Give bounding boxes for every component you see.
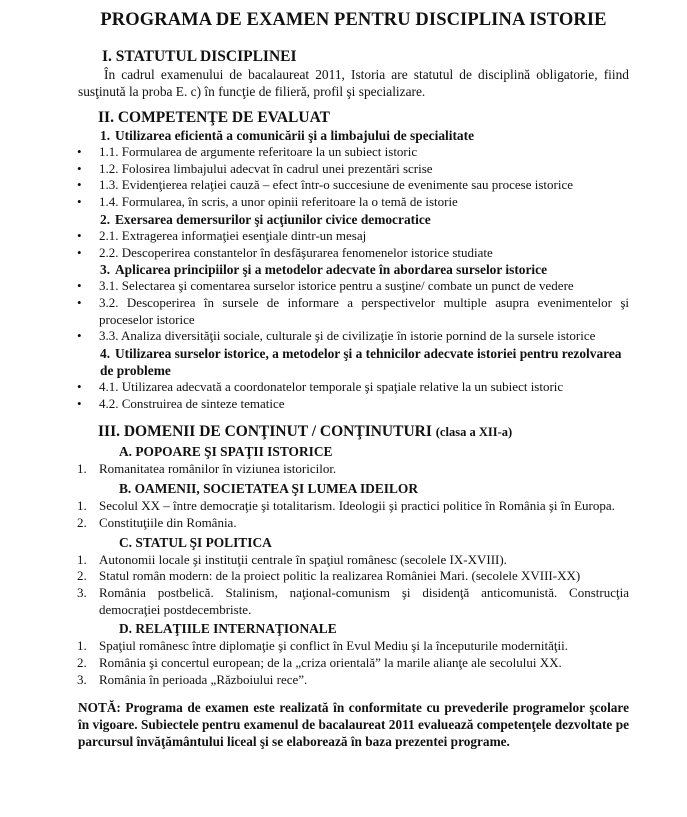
- competence-list: [78, 278, 629, 345]
- competence-group-label: Utilizarea eficientă a comunicării şi a limbajului de specialitate: [115, 128, 475, 143]
- competence-group-number: 3.: [100, 262, 111, 278]
- content-list: [78, 498, 629, 531]
- content-category-title: A. POPOARE ŞI SPAŢII ISTORICE: [119, 444, 333, 460]
- content-item-number: 1.: [77, 638, 87, 654]
- content-item-number: 3.: [77, 584, 87, 600]
- section-heading-continuturi-note: (clasa a XII-a): [435, 425, 513, 440]
- competence-group-number: 2.: [100, 211, 111, 227]
- content-category-title: C. STATUL ŞI POLITICA: [119, 534, 272, 550]
- competence-item: • 3.1. Selectarea şi comentarea surselor istorice pentru a susţine/ combate un punct de vedere: [78, 278, 629, 295]
- competence-group-number: 4.: [100, 346, 111, 362]
- content-list: [78, 552, 629, 619]
- competence-item: • 2.1. Extragerea informaţiei esenţiale dintr-un mesaj: [78, 228, 629, 245]
- competence-item: • 1.1. Formularea de argumente referitoare la un subiect istoric: [78, 144, 629, 161]
- content-category-title: D. RELAŢIILE INTERNAŢIONALE: [119, 621, 337, 637]
- content-item-text: Statul român modern: de la proiect politic la realizarea României Mari. (secolele XVIII-XX): [99, 568, 581, 584]
- nota-paragraph: NOTĂ: Programa de examen este realizată în conformitate cu prevederile programelor şcolare în vigoare. Subiectele pentru examenul de bacalaureat 2011 evaluează competenţele dezvoltate pe parcursul învăţământului liceal şi se elaborează în baza prezentei programe.: [78, 700, 629, 750]
- competence-list: [78, 144, 629, 211]
- competence-item: • 4.2. Construirea de sinteze tematice: [78, 396, 629, 413]
- competence-list: [78, 379, 629, 412]
- competence-group-label: Exersarea demersurilor şi acţiunilor civice democratice: [115, 211, 431, 227]
- content-item: [78, 672, 629, 689]
- competence-group-label: Aplicarea principiilor şi a metodelor adecvate în abordarea surselor istorice: [115, 262, 548, 278]
- competence-group-label: Utilizarea surselor istorice, a metodelor şi a tehnicilor adecvate istoriei pentru rezolvarea de probleme: [100, 346, 622, 379]
- content-item-number: 2.: [77, 568, 87, 584]
- content-item: [78, 638, 629, 655]
- content-item-number: 3.: [77, 671, 87, 687]
- content-list: [78, 461, 629, 478]
- content-item-number: 2.: [77, 655, 87, 671]
- content-item: [78, 498, 629, 515]
- competence-item: • 4.1. Utilizarea adecvată a coordonatelor temporale şi spaţiale relative la un subiect istoric: [78, 379, 629, 396]
- content-item-number: 1.: [77, 461, 87, 477]
- continuturi-list: [78, 443, 629, 688]
- competence-item: • 3.2. Descoperirea în sursele de informare a perspectivelor multiple asupra evenimentelor şi proceselor istorice: [78, 295, 629, 328]
- content-item: [78, 552, 629, 569]
- competence-item: • 1.3. Evidenţierea relaţiei cauză – efect într-o succesiune de evenimente sau procese istorice: [78, 177, 629, 194]
- competente-list: [78, 127, 629, 412]
- content-item: [78, 461, 629, 478]
- section-heading-continuturi: [98, 423, 629, 441]
- competence-item: • 3.3. Analiza diversităţii sociale, culturale şi de civilizaţie în istorie pornind de la sursele istorice: [78, 328, 629, 345]
- content-item: [78, 585, 629, 618]
- content-item-number: 1.: [77, 498, 87, 514]
- content-item-number: 1.: [77, 551, 87, 567]
- competence-item: • 2.2. Descoperirea constantelor în desfăşurarea fenomenelor istorice studiate: [78, 245, 629, 262]
- content-item-text: Secolul XX – între democraţie şi totalitarism. Ideologii şi practici politice în România şi în Europa.: [99, 498, 615, 514]
- content-item-text: Constituţiile din România.: [99, 514, 237, 530]
- content-item-text: Romanitatea românilor în viziunea istoricilor.: [99, 461, 337, 477]
- content-item-text: România şi concertul european; de la „criza orientală” la marile alianţe ale secolului XX.: [99, 655, 562, 671]
- content-item-text: Spaţiul românesc între diplomaţie şi conflict în Evul Mediu şi la începuturile modernităţii.: [99, 638, 568, 654]
- content-list: [78, 638, 629, 688]
- content-item-number: 2.: [77, 514, 87, 530]
- section-paragraph-statut: În cadrul examenului de bacalaureat 2011, Istoria are statutul de disciplină obligatorie, fiind susţinută la proba E. c) în funcţie de filieră, profil şi specializare.: [78, 67, 629, 99]
- section-heading-continuturi-text: III. DOMENII DE CONŢINUT / CONŢINUTURI: [98, 423, 432, 441]
- content-item: [78, 568, 629, 585]
- competence-group-title: [100, 211, 629, 228]
- section-heading-statut: I. STATUTUL DISCIPLINEI: [102, 48, 297, 65]
- content-item: [78, 515, 629, 532]
- document-title: PROGRAMA DE EXAMEN PENTRU DISCIPLINA ISTORIE: [100, 10, 607, 30]
- competence-item: • 1.4. Formularea, în scris, a unor opinii referitoare la o temă de istorie: [78, 194, 629, 211]
- competence-group-title: [100, 127, 629, 144]
- competence-list: [78, 228, 629, 261]
- content-item-text: România în perioada „Războiului rece”.: [99, 671, 308, 687]
- competence-group-number: 1.: [100, 128, 111, 143]
- content-item-text: Autonomii locale şi instituţii centrale în spaţiul românesc (secolele IX-XVIII).: [99, 551, 507, 567]
- competence-group-title: [100, 345, 629, 379]
- content-category-title: B. OAMENII, SOCIETATEA ŞI LUMEA IDEILOR: [119, 481, 418, 497]
- competence-item: • 1.2. Folosirea limbajului adecvat în cadrul unei prezentări scrise: [78, 161, 629, 178]
- content-item-text: România postbelică. Stalinism, naţional-comunism şi disidenţă anticomunistă. Construcţia democraţiei postdecembriste.: [99, 584, 629, 617]
- content-item: [78, 655, 629, 672]
- competence-group-title: [100, 261, 629, 278]
- section-heading-competente: II. COMPETENŢE DE EVALUAT: [98, 109, 330, 126]
